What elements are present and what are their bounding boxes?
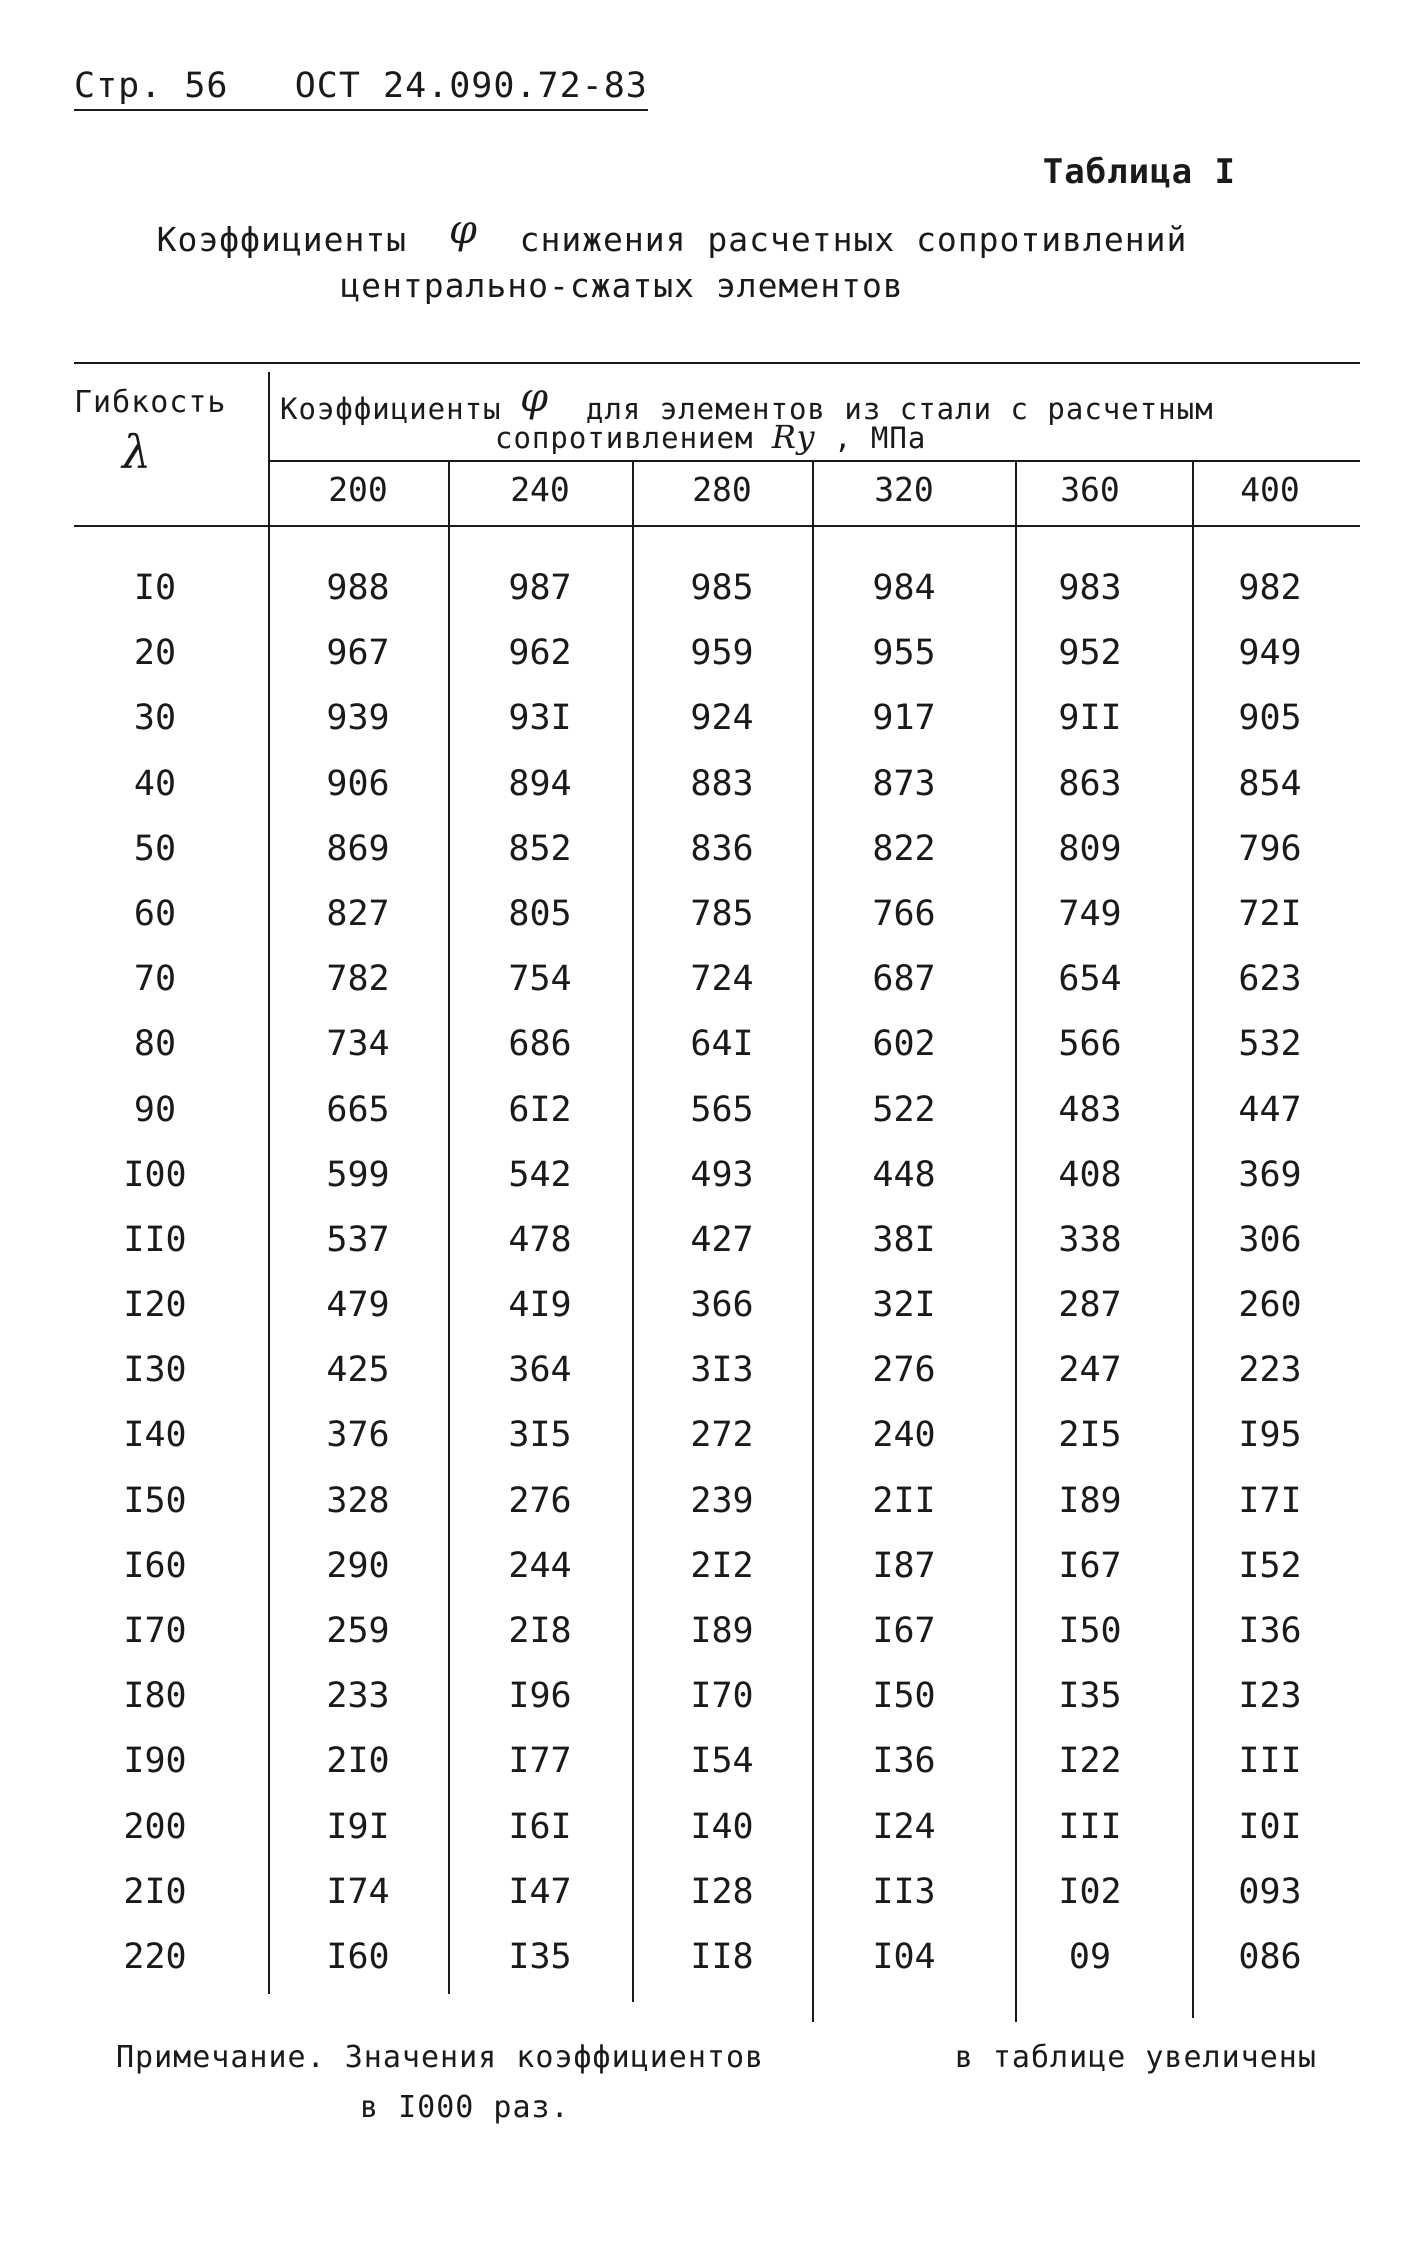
coefficient-cell: II8 (690, 1936, 754, 1977)
coefficient-cell: 854 (1238, 763, 1302, 804)
coefficient-cell: 38I (872, 1219, 936, 1260)
coefficient-cell: 287 (1058, 1285, 1122, 1326)
coefficient-cell: 2I5 (1058, 1415, 1122, 1456)
lambda-cell: I20 (123, 1285, 187, 1326)
table-row (0, 829, 1424, 894)
coefficient-cell: I50 (1058, 1611, 1122, 1651)
coefficient-cell: 602 (872, 1024, 936, 1065)
coefficient-cell: 983 (1058, 568, 1122, 608)
coefficient-cell: 894 (508, 763, 572, 804)
coefficient-cell: I95 (1238, 1415, 1302, 1456)
title-prefix: Коэффициенты (156, 220, 408, 259)
coefficient-cell: 338 (1058, 1219, 1122, 1260)
lambda-cell: 50 (133, 828, 177, 869)
coefficient-cell: I28 (690, 1871, 754, 1912)
flexibility-header: Гибкость (74, 385, 227, 420)
table-row (0, 1415, 1424, 1480)
title-suffix: снижения расчетных сопротивлений (519, 220, 1188, 259)
coefficient-cell: 905 (1238, 698, 1302, 739)
coefficient-cell: 369 (1238, 1154, 1302, 1195)
lambda-cell: I00 (123, 1154, 187, 1195)
table-row (0, 959, 1424, 1024)
coefficient-cell: 483 (1058, 1089, 1122, 1130)
coefficient-cell: 924 (690, 698, 754, 739)
lambda-cell: I40 (123, 1415, 187, 1456)
coefficient-cell: 955 (872, 633, 936, 674)
coefficient-cell: 9II (1058, 698, 1122, 739)
coefficient-cell: I40 (690, 1806, 754, 1847)
coefficient-cell: 408 (1058, 1154, 1122, 1195)
coeff-header-suffix: для элементов из стали с расчетным (585, 392, 1214, 426)
coefficient-cell: 566 (1058, 1024, 1122, 1065)
table-row (0, 1350, 1424, 1415)
table-header-bottom-rule (74, 525, 1360, 527)
coefficient-cell: I0I (1238, 1806, 1302, 1847)
phi-symbol: φ (519, 375, 549, 421)
coefficient-cell: I35 (508, 1936, 572, 1977)
coefficient-cell: 985 (690, 568, 754, 608)
lambda-cell: I60 (123, 1545, 187, 1586)
coefficient-cell: 785 (690, 893, 754, 934)
coefficient-cell: 962 (508, 633, 572, 674)
coefficient-cell: 522 (872, 1089, 936, 1130)
table-title-line-1 (0, 207, 1384, 261)
coefficient-cell: 493 (690, 1154, 754, 1195)
table-row (0, 1155, 1424, 1220)
coefficient-cell: 3I5 (508, 1415, 572, 1456)
coefficient-cell: 836 (690, 828, 754, 869)
lambda-cell: 30 (133, 698, 177, 739)
column-header-400: 400 (1240, 470, 1300, 509)
coefficient-cell: I02 (1058, 1871, 1122, 1912)
coefficient-cell: I9I (326, 1806, 390, 1847)
coefficient-cell: 233 (326, 1676, 390, 1717)
table-top-rule (74, 362, 1360, 364)
lambda-cell: 60 (133, 893, 177, 934)
page-header: Стр. 56 ОСТ 24.090.72-83 (74, 66, 648, 111)
coefficient-cell: I96 (508, 1676, 572, 1717)
coefficient-cell: 782 (326, 959, 390, 1000)
coefficient-cell: I70 (690, 1676, 754, 1717)
coefficient-cell: 984 (872, 568, 936, 608)
coefficient-cell: 364 (508, 1350, 572, 1391)
note-suffix: в таблице увеличены (954, 2040, 1317, 2075)
lambda-cell: I0 (133, 568, 177, 608)
coefficient-cell: I35 (1058, 1676, 1122, 1717)
coefficient-cell: 665 (326, 1089, 390, 1130)
coefficient-cell: I36 (872, 1741, 936, 1782)
coefficient-cell: 239 (690, 1480, 754, 1521)
coefficient-cell: 987 (508, 568, 572, 608)
coefficient-cell: 276 (508, 1480, 572, 1521)
table-row (0, 1024, 1424, 1089)
coefficient-cell: 623 (1238, 959, 1302, 1000)
lambda-cell: I70 (123, 1611, 187, 1651)
lambda-cell: 20 (133, 633, 177, 674)
lambda-cell: II0 (123, 1219, 187, 1260)
coefficient-cell: I23 (1238, 1676, 1302, 1717)
coefficient-cell: 244 (508, 1545, 572, 1586)
note-line-2: в I000 раз. (360, 2090, 570, 2125)
coefficient-cell: I89 (690, 1611, 754, 1651)
table-row (0, 764, 1424, 829)
coefficient-cell: 852 (508, 828, 572, 869)
coefficient-cell: 873 (872, 763, 936, 804)
coefficient-cell: I24 (872, 1806, 936, 1847)
coefficient-cell: 869 (326, 828, 390, 869)
coefficient-cell: 448 (872, 1154, 936, 1195)
coefficient-cell: 724 (690, 959, 754, 1000)
coefficient-cell: I22 (1058, 1741, 1122, 1782)
table-row (0, 1676, 1424, 1741)
coefficient-cell: 686 (508, 1024, 572, 1065)
coefficient-cell: 3I3 (690, 1350, 754, 1391)
coefficient-cell: 754 (508, 959, 572, 1000)
coefficient-cell: 72I (1238, 893, 1302, 934)
coeff-header-line2-suffix: , МПа (833, 421, 927, 455)
coefficient-cell: 6I2 (508, 1089, 572, 1130)
coefficient-cell: I77 (508, 1741, 572, 1782)
coefficient-cell: I7I (1238, 1480, 1302, 1521)
note-prefix: Примечание. Значения коэффициентов (116, 2040, 765, 2075)
coefficient-cell: 425 (326, 1350, 390, 1391)
ry-symbol: Ry (771, 418, 816, 456)
coefficient-cell: 427 (690, 1219, 754, 1260)
coefficient-cell: 479 (326, 1285, 390, 1326)
table-row (0, 1937, 1424, 2002)
coefficient-cell: 939 (326, 698, 390, 739)
table-label: Таблица I (1042, 152, 1236, 192)
coefficient-cell: 376 (326, 1415, 390, 1456)
column-header-200: 200 (328, 470, 388, 509)
coefficient-cell: I54 (690, 1741, 754, 1782)
table-row (0, 1090, 1424, 1155)
coefficient-cell: 447 (1238, 1089, 1302, 1130)
coefficient-cell: 306 (1238, 1219, 1302, 1260)
coefficient-cell: 223 (1238, 1350, 1302, 1391)
lambda-cell: I30 (123, 1350, 187, 1391)
coefficient-cell: III (1238, 1741, 1302, 1782)
coefficient-cell: 537 (326, 1219, 390, 1260)
table-row (0, 1807, 1424, 1872)
coefficient-cell: III (1058, 1806, 1122, 1847)
coefficient-cell: 328 (326, 1480, 390, 1521)
coefficient-cell: 982 (1238, 568, 1302, 608)
coefficient-cell: 240 (872, 1415, 936, 1456)
coeff-header-prefix: Коэффициенты (280, 392, 502, 426)
coefficient-cell: 2I0 (326, 1741, 390, 1782)
column-header-280: 280 (692, 470, 752, 509)
coefficient-cell: 4I9 (508, 1285, 572, 1326)
coefficient-cell: 827 (326, 893, 390, 934)
coefficient-cell: 260 (1238, 1285, 1302, 1326)
coefficient-cell: 917 (872, 698, 936, 739)
coefficient-cell: 32I (872, 1285, 936, 1326)
table-subheader-rule (268, 460, 1360, 462)
coefficient-cell: I6I (508, 1806, 572, 1847)
coefficient-cell: I67 (1058, 1545, 1122, 1586)
coefficient-cell: 654 (1058, 959, 1122, 1000)
coefficient-cell: 822 (872, 828, 936, 869)
lambda-cell: 70 (133, 959, 177, 1000)
coefficient-cell: 64I (690, 1024, 754, 1065)
coefficient-cell: 734 (326, 1024, 390, 1065)
column-header-320: 320 (874, 470, 934, 509)
table-row (0, 1611, 1424, 1676)
table-body (0, 568, 1424, 2002)
coefficient-cell: 809 (1058, 828, 1122, 869)
table-row (0, 1220, 1424, 1285)
coefficient-cell: 259 (326, 1611, 390, 1651)
lambda-cell: 200 (123, 1806, 187, 1847)
coefficient-cell: 2I8 (508, 1611, 572, 1651)
coefficient-cell: 749 (1058, 893, 1122, 934)
coefficient-cell: I36 (1238, 1611, 1302, 1651)
coefficient-cell: 883 (690, 763, 754, 804)
coefficient-cell: I67 (872, 1611, 936, 1651)
coefficient-cell: 542 (508, 1154, 572, 1195)
table-row (0, 1546, 1424, 1611)
coefficient-cell: 863 (1058, 763, 1122, 804)
table-row (0, 894, 1424, 959)
lambda-cell: I50 (123, 1480, 187, 1521)
coefficient-cell: 366 (690, 1285, 754, 1326)
coefficient-cell: 2II (872, 1480, 936, 1521)
coefficient-cell: I87 (872, 1545, 936, 1586)
coefficient-cell: 805 (508, 893, 572, 934)
coefficient-header-line-2 (495, 418, 926, 456)
coefficient-cell: I04 (872, 1936, 936, 1977)
coefficient-cell: 478 (508, 1219, 572, 1260)
coefficient-cell: 959 (690, 633, 754, 674)
coefficient-cell: II3 (872, 1871, 936, 1912)
coefficient-cell: 988 (326, 568, 390, 608)
coefficient-cell: I60 (326, 1936, 390, 1977)
coefficient-cell: I74 (326, 1871, 390, 1912)
coeff-header-line2-prefix: сопротивлением (495, 421, 754, 455)
coefficient-cell: 086 (1238, 1936, 1302, 1977)
coefficient-cell: 93I (508, 698, 572, 739)
lambda-cell: I90 (123, 1741, 187, 1782)
table-row (0, 568, 1424, 633)
table-row (0, 1741, 1424, 1806)
coefficient-cell: 290 (326, 1545, 390, 1586)
column-header-360: 360 (1060, 470, 1120, 509)
note-line-1 (116, 2040, 1317, 2075)
coefficient-cell: 906 (326, 763, 390, 804)
table-row (0, 1481, 1424, 1546)
coefficient-cell: 687 (872, 959, 936, 1000)
lambda-symbol: λ (122, 425, 152, 479)
coefficient-cell: I47 (508, 1871, 572, 1912)
coefficient-cell: 796 (1238, 828, 1302, 869)
phi-symbol: φ (448, 207, 478, 253)
table-row (0, 1285, 1424, 1350)
coefficient-cell: 949 (1238, 633, 1302, 674)
coefficient-cell: 766 (872, 893, 936, 934)
lambda-cell: 40 (133, 763, 177, 804)
lambda-cell: 2I0 (123, 1871, 187, 1912)
lambda-cell: 220 (123, 1936, 187, 1977)
column-header-240: 240 (510, 470, 570, 509)
coefficient-cell: 565 (690, 1089, 754, 1130)
table-title-line-2: центрально-сжатых элементов (340, 266, 904, 305)
coefficient-cell: 093 (1238, 1871, 1302, 1912)
table-row (0, 633, 1424, 698)
lambda-cell: 90 (133, 1089, 177, 1130)
coefficient-cell: 599 (326, 1154, 390, 1195)
coefficient-cell: I50 (872, 1676, 936, 1717)
coefficient-cell: 247 (1058, 1350, 1122, 1391)
coefficient-cell: 09 (1068, 1936, 1112, 1977)
coefficient-cell: 952 (1058, 633, 1122, 674)
coefficient-cell: 276 (872, 1350, 936, 1391)
coefficient-cell: 967 (326, 633, 390, 674)
lambda-cell: I80 (123, 1676, 187, 1717)
coefficient-cell: I52 (1238, 1545, 1302, 1586)
table-row (0, 1872, 1424, 1937)
coefficient-cell: I89 (1058, 1480, 1122, 1521)
lambda-cell: 80 (133, 1024, 177, 1065)
coefficient-cell: 532 (1238, 1024, 1302, 1065)
coefficient-cell: 272 (690, 1415, 754, 1456)
coefficient-cell: 2I2 (690, 1545, 754, 1586)
table-row (0, 698, 1424, 763)
